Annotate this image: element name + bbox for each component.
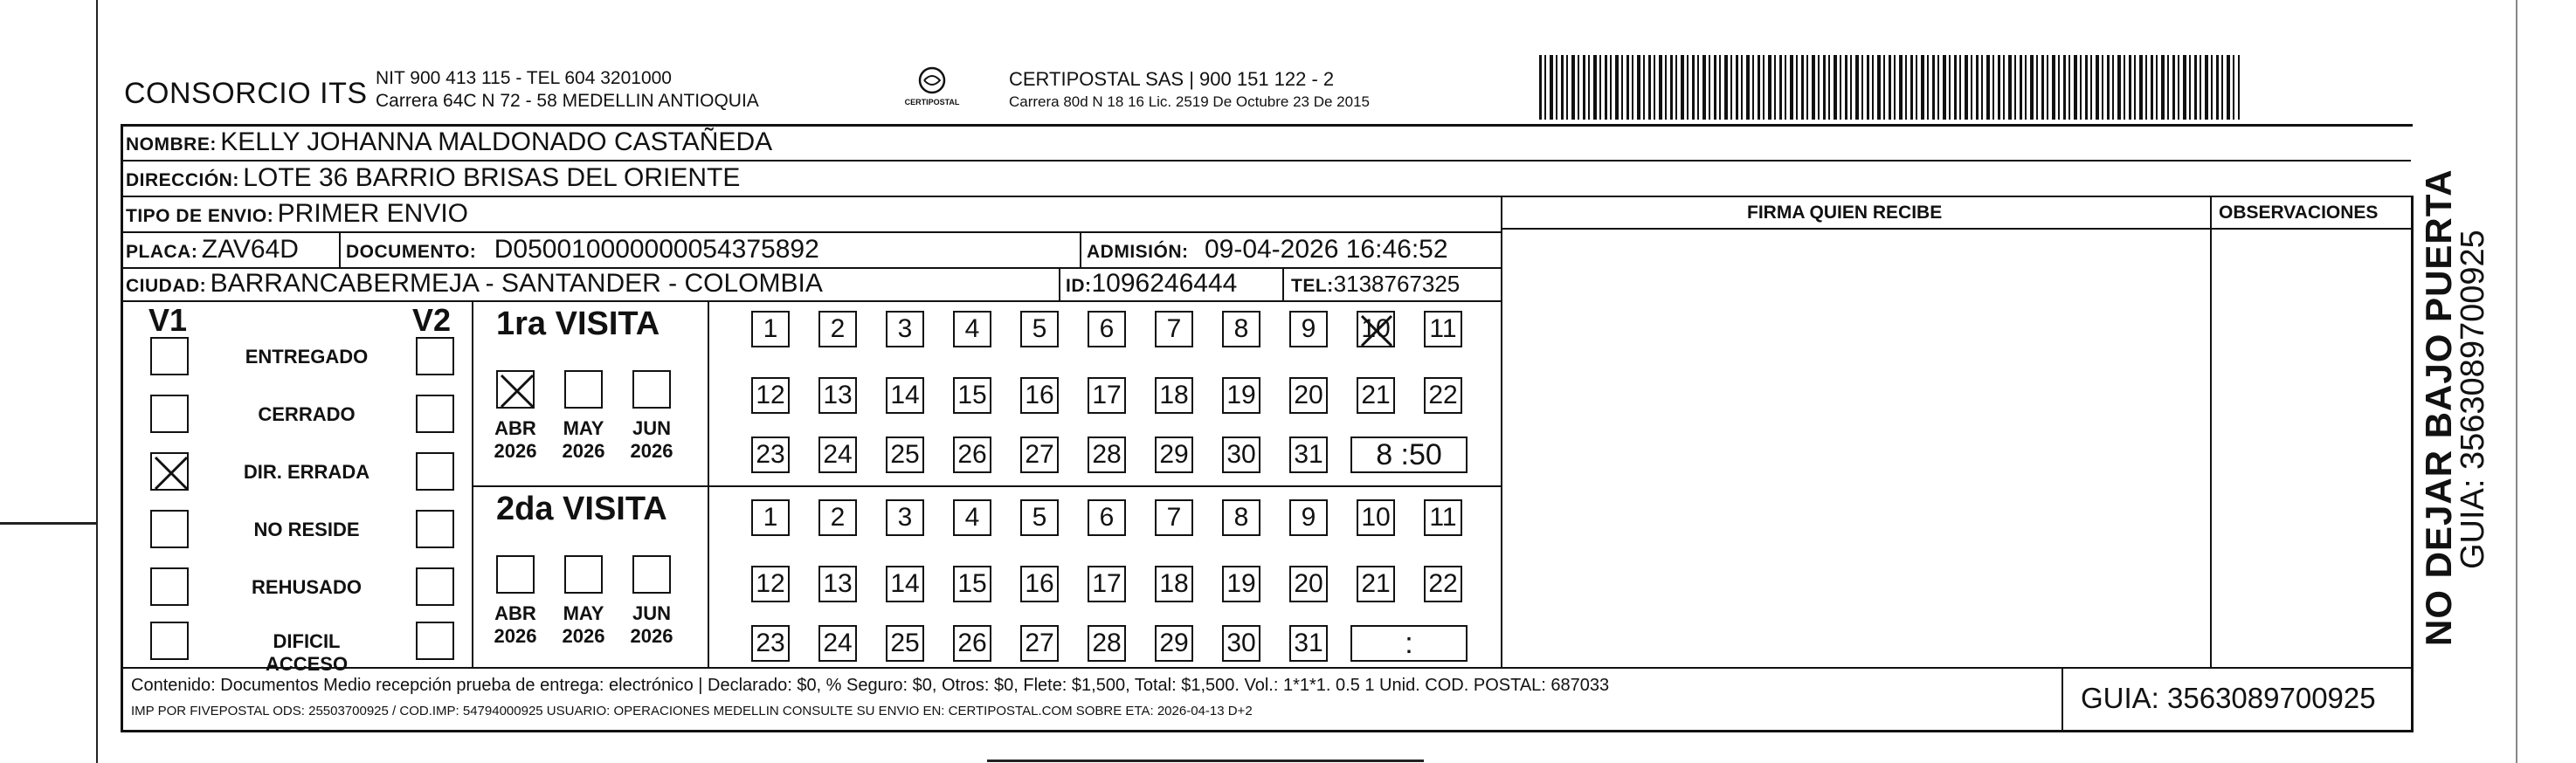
day-number: 31: [1294, 440, 1323, 469]
day-number: 29: [1159, 440, 1189, 469]
day-number: 19: [1226, 381, 1256, 409]
year-label: 2026: [494, 625, 537, 647]
day-number: 23: [756, 629, 785, 657]
day-box[interactable]: [1088, 311, 1126, 347]
day-box[interactable]: [886, 377, 924, 414]
day-box[interactable]: [1222, 311, 1260, 347]
day-number: 26: [957, 629, 987, 657]
day-number: 2: [830, 314, 846, 343]
day-number: 25: [890, 629, 920, 657]
day-number: 29: [1159, 629, 1189, 657]
day-box[interactable]: [1222, 625, 1260, 662]
x-mark-icon: [152, 454, 190, 492]
day-box[interactable]: [1155, 566, 1193, 602]
day-box[interactable]: [953, 625, 991, 662]
v2-checkbox[interactable]: [416, 395, 454, 433]
admision-row: [1087, 233, 1448, 266]
day-number: 18: [1159, 569, 1189, 598]
day-number: 7: [1166, 503, 1182, 532]
day-box[interactable]: [1155, 377, 1193, 414]
day-box[interactable]: [1424, 311, 1462, 347]
time-box[interactable]: :: [1350, 625, 1468, 662]
day-box[interactable]: [1222, 499, 1260, 536]
tipo-label: TIPO DE ENVIO:: [126, 206, 274, 226]
v1-checkbox[interactable]: [150, 622, 189, 660]
scan-mark: [987, 760, 1424, 762]
day-number: 5: [1032, 314, 1047, 343]
v2-checkbox[interactable]: [416, 510, 454, 548]
tel-label: TEL:: [1291, 276, 1334, 296]
day-box[interactable]: [953, 499, 991, 536]
day-box[interactable]: [1020, 499, 1059, 536]
day-number: 24: [823, 629, 853, 657]
v1-checkbox[interactable]: [150, 395, 189, 433]
tipo-value: PRIMER ENVIO: [277, 199, 469, 228]
day-box[interactable]: [953, 377, 991, 414]
ciudad-row: [126, 268, 823, 299]
day-number: 11: [1429, 314, 1457, 343]
frame-right: [2411, 196, 2414, 732]
day-number: 20: [1294, 569, 1323, 598]
day-box[interactable]: [1088, 566, 1126, 602]
day-number: 30: [1226, 440, 1256, 469]
month-label: JUN: [632, 417, 671, 439]
day-box[interactable]: [953, 436, 991, 473]
day-number: 1: [763, 503, 778, 532]
v2-checkbox[interactable]: [416, 452, 454, 491]
day-box[interactable]: [751, 566, 790, 602]
nombre-row: [126, 126, 772, 159]
x-mark-icon: [498, 372, 536, 410]
year-label: 2026: [630, 440, 673, 462]
id-label: ID:: [1066, 276, 1092, 296]
v2-checkbox[interactable]: [416, 622, 454, 660]
day-box[interactable]: [1222, 436, 1260, 473]
day-number: 19: [1226, 569, 1256, 598]
day-box[interactable]: [818, 311, 857, 347]
day-number: 9: [1301, 503, 1316, 532]
day-number: 3: [897, 314, 913, 343]
day-box[interactable]: [953, 311, 991, 347]
day-number: 1: [763, 314, 778, 343]
firma-quien-recibe: FIRMA QUIEN RECIBE: [1747, 203, 1943, 223]
status-label: REHUSADO: [252, 576, 362, 598]
observaciones-header: OBSERVACIONES: [2219, 203, 2379, 223]
day-box[interactable]: [1424, 377, 1462, 414]
day-number: 6: [1099, 314, 1115, 343]
day-number: 26: [957, 440, 987, 469]
day-box[interactable]: [751, 625, 790, 662]
day-box[interactable]: [818, 377, 857, 414]
day-box[interactable]: [1424, 566, 1462, 602]
year-label: 2026: [494, 440, 537, 462]
placa-value: ZAV64D: [201, 235, 299, 264]
day-number: 31: [1294, 629, 1323, 657]
status-label: DIR. ERRADA: [243, 461, 370, 483]
day-number: 9: [1301, 314, 1316, 343]
day-number: 21: [1361, 381, 1391, 409]
certipostal-address: Carrera 80d N 18 16 Lic. 2519 De Octubre 23 De 2015: [1009, 93, 1370, 110]
day-number: 2: [830, 503, 846, 532]
day-box[interactable]: [818, 566, 857, 602]
placa-label: PLACA:: [126, 242, 198, 262]
tipo-row: [126, 197, 468, 230]
day-number: 5: [1032, 503, 1047, 532]
day-number: 13: [823, 569, 853, 598]
v1-checkbox[interactable]: [150, 567, 189, 606]
day-number: 4: [964, 314, 980, 343]
time-box[interactable]: 8 :50: [1350, 436, 1468, 473]
footer-contenido: Contenido: Documentos Medio recepción prueba de entrega: electrónico | Declarado: $0, % Seguro: $0, Otros: $0, Flete: $1,500, Total: $1,500. Vol.: 1*1*1. 0.5 1 Unid. COD. POSTAL: 687033: [131, 676, 1610, 695]
day-box[interactable]: [1222, 566, 1260, 602]
id-row: [1066, 268, 1237, 299]
scan-right-edge: [2516, 0, 2517, 763]
id-value: 1096246444: [1091, 269, 1238, 298]
day-number: 10: [1361, 503, 1391, 532]
v2-header: V2: [412, 302, 452, 338]
day-number: 16: [1025, 381, 1054, 409]
x-mark-icon: [1358, 313, 1395, 349]
month-label: MAY: [563, 602, 604, 624]
day-number: 28: [1092, 629, 1122, 657]
v1-checkbox[interactable]: [150, 337, 189, 375]
certipostal-logo: [901, 63, 963, 112]
day-box[interactable]: [818, 499, 857, 536]
observaciones-left-border: [2210, 196, 2212, 668]
day-number: 15: [957, 569, 987, 598]
day-box[interactable]: [1155, 311, 1193, 347]
day-box[interactable]: [818, 625, 857, 662]
day-number: 22: [1428, 381, 1458, 409]
day-box[interactable]: [1289, 566, 1328, 602]
day-box[interactable]: [1088, 499, 1126, 536]
day-number: 16: [1025, 569, 1054, 598]
day-number: 21: [1361, 569, 1391, 598]
documento-value: D050010000000054375892: [494, 235, 819, 264]
month-label: JUN: [632, 602, 671, 624]
day-box[interactable]: [1357, 377, 1395, 414]
year-label: 2026: [562, 625, 605, 647]
day-box[interactable]: [886, 499, 924, 536]
v1-checkbox[interactable]: [150, 510, 189, 548]
v2-checkbox[interactable]: [416, 337, 454, 375]
month-checkbox[interactable]: [632, 555, 671, 594]
day-number: 17: [1092, 569, 1122, 598]
day-number: 20: [1294, 381, 1323, 409]
day-number: 28: [1092, 440, 1122, 469]
company-address: Carrera 64C N 72 - 58 MEDELLIN ANTIOQUIA: [376, 91, 759, 111]
ciudad-label: CIUDAD:: [126, 276, 207, 296]
day-box[interactable]: [1289, 499, 1328, 536]
day-box[interactable]: [1289, 377, 1328, 414]
day-box[interactable]: [1222, 377, 1260, 414]
day-box[interactable]: [751, 311, 790, 347]
day-box[interactable]: [1020, 625, 1059, 662]
month-checkbox[interactable]: [496, 370, 535, 409]
scan-mark: [0, 522, 98, 525]
day-box[interactable]: [1088, 625, 1126, 662]
v2-checkbox[interactable]: [416, 567, 454, 606]
day-number: 24: [823, 440, 853, 469]
day-number: 13: [823, 381, 853, 409]
v1-checkbox[interactable]: [150, 452, 189, 491]
nombre-label: NOMBRE:: [126, 134, 217, 155]
day-number: 30: [1226, 629, 1256, 657]
day-box[interactable]: [886, 436, 924, 473]
month-label: ABR: [494, 417, 536, 439]
visit2-title: 2da VISITA: [496, 491, 667, 527]
day-box[interactable]: [1020, 311, 1059, 347]
status-label: ENTREGADO: [245, 346, 369, 368]
day-number: 6: [1099, 503, 1115, 532]
direccion-row: [126, 162, 740, 195]
direccion-value: LOTE 36 BARRIO BRISAS DEL ORIENTE: [243, 163, 741, 192]
month-checkbox[interactable]: [496, 555, 535, 594]
day-number: 12: [756, 569, 785, 598]
day-box[interactable]: [953, 566, 991, 602]
v1-header: V1: [148, 302, 188, 338]
side-guia: GUIA: 3563089700925: [2455, 230, 2491, 569]
company-name: CONSORCIO ITS: [124, 77, 368, 110]
year-label: 2026: [562, 440, 605, 462]
day-box[interactable]: [1155, 499, 1193, 536]
month-checkbox[interactable]: [564, 370, 603, 409]
admision-value: 09-04-2026 16:46:52: [1204, 235, 1448, 264]
visit1-title: 1ra VISITA: [496, 306, 660, 342]
day-box[interactable]: [751, 436, 790, 473]
day-number: 27: [1025, 629, 1054, 657]
month-checkbox[interactable]: [564, 555, 603, 594]
day-number: 25: [890, 440, 920, 469]
day-box[interactable]: [1155, 625, 1193, 662]
status-label: CERRADO: [258, 403, 356, 425]
day-box[interactable]: [1357, 499, 1395, 536]
day-box[interactable]: [886, 566, 924, 602]
year-label: 2026: [630, 625, 673, 647]
day-box[interactable]: [1155, 436, 1193, 473]
day-box[interactable]: [751, 377, 790, 414]
day-number: 27: [1025, 440, 1054, 469]
day-number: 12: [756, 381, 785, 409]
day-number: 18: [1159, 381, 1189, 409]
company-nit-tel: NIT 900 413 115 - TEL 604 3201000: [376, 68, 672, 88]
placa-row: [126, 233, 299, 266]
day-number: 17: [1092, 381, 1122, 409]
certipostal-company: CERTIPOSTAL SAS | 900 151 122 - 2: [1009, 68, 1335, 90]
day-box[interactable]: [1088, 377, 1126, 414]
admision-label: ADMISIÓN:: [1087, 242, 1189, 262]
day-number: 14: [890, 569, 920, 598]
footer-guia: GUIA: 3563089700925: [2081, 682, 2376, 714]
day-box[interactable]: [818, 436, 857, 473]
footer-imp: IMP POR FIVEPOSTAL ODS: 25503700925 / COD.IMP: 54794000925 USUARIO: OPERACIONES MEDELLIN CONSULTE SU ENVIO EN: CERTIPOSTAL.COM SOBRE ETA: 2026-04-13 D+2: [131, 704, 1253, 718]
day-number: 8: [1233, 503, 1249, 532]
day-number: 14: [890, 381, 920, 409]
day-number: 23: [756, 440, 785, 469]
month-label: MAY: [563, 417, 604, 439]
day-box[interactable]: [751, 499, 790, 536]
scan-left-edge: [96, 0, 98, 763]
documento-row: [346, 233, 819, 266]
day-box[interactable]: [1289, 625, 1328, 662]
day-box[interactable]: [1289, 436, 1328, 473]
logo-text: CERTIPOSTAL: [904, 98, 960, 107]
status-label: NO RESIDE: [253, 519, 360, 540]
day-number: 4: [964, 503, 980, 532]
frame-bottom: [121, 730, 2413, 732]
day-box[interactable]: [1424, 499, 1462, 536]
day-box[interactable]: [1020, 377, 1059, 414]
documento-label: DOCUMENTO:: [346, 242, 477, 262]
day-number: 8: [1233, 314, 1249, 343]
nombre-value: KELLY JOHANNA MALDONADO CASTAÑEDA: [220, 127, 773, 156]
tel-row: [1291, 268, 1460, 299]
barcode: [1539, 55, 2240, 120]
firma-left-border: [1501, 196, 1502, 668]
day-number: 11: [1429, 503, 1457, 532]
day-box[interactable]: [886, 311, 924, 347]
day-box[interactable]: [886, 625, 924, 662]
month-checkbox[interactable]: [632, 370, 671, 409]
day-number: 22: [1428, 569, 1458, 598]
day-box[interactable]: [1088, 436, 1126, 473]
day-number: 15: [957, 381, 987, 409]
direccion-label: DIRECCIÓN:: [126, 170, 239, 190]
day-box[interactable]: [1020, 436, 1059, 473]
day-box[interactable]: [1357, 311, 1395, 347]
day-box[interactable]: [1020, 566, 1059, 602]
tel-value: 3138767325: [1333, 271, 1461, 297]
day-number: 3: [897, 503, 913, 532]
status-label: DIFICIL ACCESO: [265, 630, 349, 675]
ciudad-value: BARRANCABERMEJA - SANTANDER - COLOMBIA: [210, 269, 823, 298]
side-no-dejar: NO DEJAR BAJO PUERTA: [2418, 168, 2459, 646]
day-number: 7: [1166, 314, 1182, 343]
day-box[interactable]: [1357, 566, 1395, 602]
frame-left: [121, 124, 123, 732]
day-number: 10: [1361, 314, 1391, 343]
month-label: ABR: [494, 602, 536, 624]
day-box[interactable]: [1289, 311, 1328, 347]
